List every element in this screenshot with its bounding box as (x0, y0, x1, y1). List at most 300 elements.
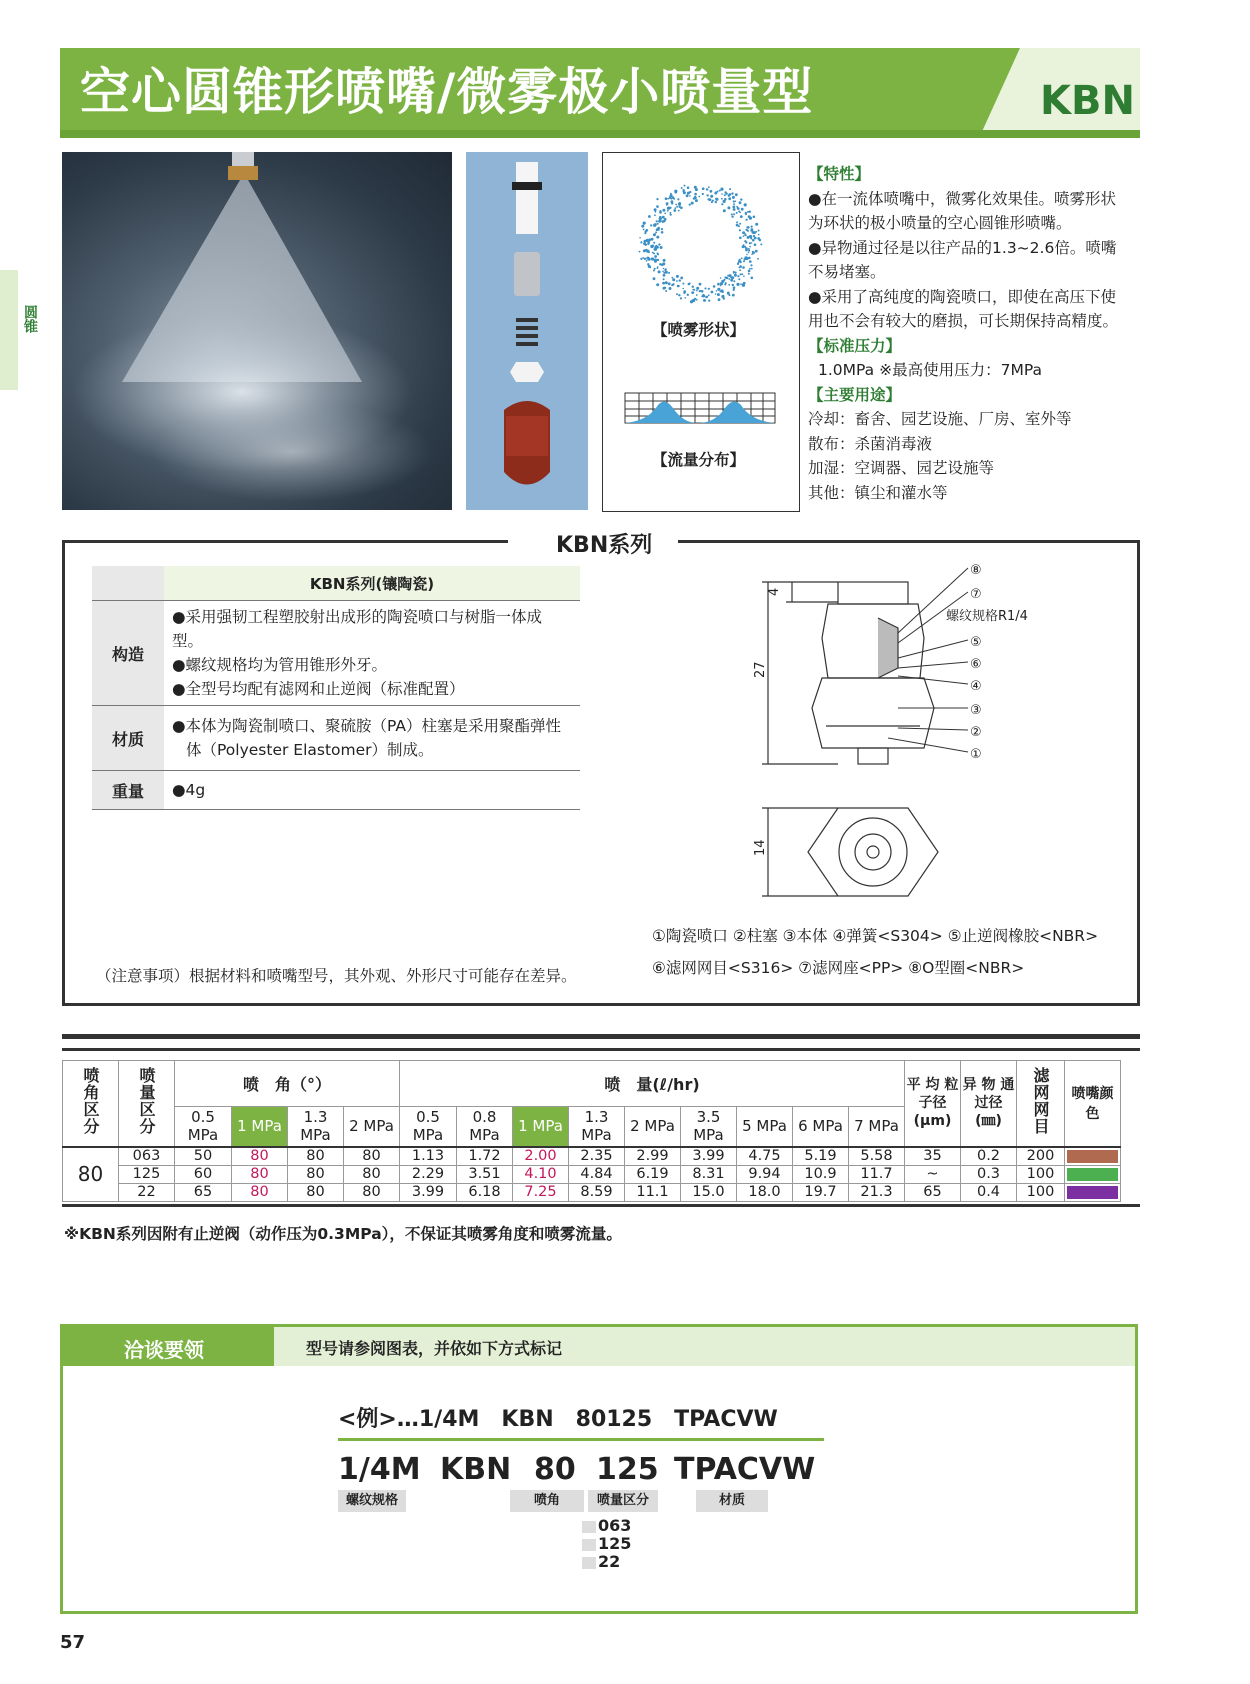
flow-cell: 9.94 (737, 1165, 793, 1183)
use-line: 其他：镇尘和灌水等 (808, 483, 948, 502)
spray-dot (712, 200, 714, 202)
code-angle: 80 (534, 1452, 576, 1487)
spray-dot (715, 293, 717, 295)
spray-dot (720, 188, 723, 191)
spray-dot (727, 206, 730, 209)
spray-dot (739, 237, 742, 240)
spray-dot (724, 284, 726, 286)
spray-dot (751, 226, 753, 228)
spray-dot (716, 290, 718, 292)
spray-dot (747, 230, 749, 232)
spray-dot (751, 253, 753, 255)
spray-dot (645, 230, 647, 232)
marker-5: ⑤ (970, 635, 982, 650)
spray-dot (649, 266, 651, 268)
pass-cell: 0.4 (961, 1183, 1017, 1201)
spray-dot (674, 207, 676, 209)
spray-dot (663, 220, 666, 223)
spray-dot (757, 258, 759, 260)
angle-cell: 80 (344, 1165, 400, 1183)
spray-dot (656, 198, 658, 200)
angle-cell: 80 (232, 1183, 288, 1201)
spray-dot (752, 251, 754, 253)
flow-cell: 1.72 (457, 1147, 513, 1166)
spray-dot (663, 272, 665, 274)
col-angle-group: 喷 角（°） (175, 1061, 400, 1107)
spray-dot (724, 276, 726, 278)
spray-dot (658, 270, 661, 273)
spray-dot (645, 249, 648, 252)
spray-dot (674, 190, 677, 193)
spray-dot (742, 284, 745, 287)
spray-dot (663, 263, 665, 265)
spray-dot (733, 208, 736, 211)
angle-pressure: 0.5 MPa (175, 1107, 232, 1147)
spec-weight: ●4g (164, 771, 580, 810)
spray-dot (751, 228, 753, 230)
spray-dot (748, 270, 751, 273)
spray-dot (740, 215, 743, 218)
spray-dot (732, 284, 734, 286)
pass-cell: 0.2 (961, 1147, 1017, 1166)
spray-dot (651, 257, 654, 260)
spray-dot (672, 278, 675, 281)
spray-dot (676, 293, 678, 295)
spray-dot (684, 185, 686, 187)
thread-spec-label: 螺纹规格R1/4 (946, 609, 1028, 624)
header-underline (60, 130, 1140, 138)
spray-dot (733, 213, 735, 215)
spec-structure (164, 601, 580, 706)
spray-dot (750, 264, 752, 266)
code-thread: 1/4M (338, 1452, 421, 1487)
exploded-parts-image (466, 152, 588, 510)
spray-dot (653, 224, 656, 227)
spray-dot (678, 294, 680, 296)
spray-dot (655, 245, 658, 248)
spray-dot (687, 186, 690, 189)
spray-dot (731, 213, 733, 215)
spray-dot (749, 268, 751, 270)
spray-dot (733, 200, 735, 202)
spray-dot (746, 226, 748, 228)
code-flow: 125 (596, 1452, 659, 1487)
spray-dot (723, 209, 726, 212)
spray-dot (678, 210, 680, 212)
flow-pressure: 6 MPa (793, 1107, 849, 1147)
spray-dot (650, 224, 652, 226)
spray-dot (752, 239, 755, 242)
spray-dot (717, 283, 720, 286)
spray-dot (728, 197, 731, 200)
spray-dot (733, 203, 735, 205)
pressure-value: 1.0MPa ※最高使用压力：7MPa (818, 361, 1042, 379)
spray-dot (689, 204, 691, 206)
col-mesh: 滤网网目 (1017, 1061, 1065, 1147)
flow-pressure: 1 MPa (513, 1107, 569, 1147)
spray-dot (707, 189, 709, 191)
spray-dot (724, 191, 726, 193)
spray-mist-image (62, 152, 452, 510)
spray-dot (749, 211, 751, 213)
spray-dot (655, 231, 657, 233)
spray-dot (731, 216, 733, 218)
angle-cell: 80 (288, 1183, 344, 1201)
spray-dot (733, 280, 735, 282)
spray-dot (660, 246, 663, 249)
col-flow-class: 喷量区分 (119, 1061, 175, 1147)
spray-dot (702, 187, 705, 190)
spray-dot (759, 239, 762, 242)
flow-cell: 7.25 (513, 1183, 569, 1201)
marker-3: ③ (970, 703, 982, 718)
angle-cell: 65 (175, 1183, 232, 1201)
spray-dot (743, 260, 745, 262)
spray-dot (659, 217, 662, 220)
spray-dot (639, 251, 641, 253)
marker-4: ④ (970, 679, 982, 694)
marker-1: ① (970, 747, 982, 762)
spray-dot (723, 297, 725, 299)
spray-dot (729, 188, 731, 190)
flow-cell: 4.75 (737, 1147, 793, 1166)
spray-dot (670, 193, 672, 195)
angle-cell: 80 (288, 1165, 344, 1183)
spray-dot (727, 292, 730, 295)
spray-dot (653, 242, 655, 244)
spray-dot (705, 296, 708, 299)
marker-6: ⑥ (970, 657, 982, 672)
feature-line: 为环状的极小喷量的空心圆锥形喷嘴。 (808, 214, 1072, 232)
spray-dot (708, 186, 710, 188)
table-footnote: ※KBN系列因附有止逆阀（动作压为0.3MPa），不保证其喷雾角度和喷雾流量。 (64, 1225, 622, 1243)
spray-dot (715, 198, 718, 201)
flow-pressure: 2 MPa (625, 1107, 681, 1147)
spec-label-structure: 构造 (92, 601, 164, 706)
spray-dot (736, 224, 739, 227)
spray-dot (673, 209, 676, 212)
flow-cell: 1.13 (400, 1147, 457, 1166)
performance-table (62, 1060, 1121, 1202)
spray-dot (710, 190, 713, 193)
spray-dot (721, 193, 723, 195)
col-particle: 平 均 粒子径 (μm) (905, 1061, 961, 1147)
spray-dot (693, 289, 695, 291)
spray-dot (643, 229, 645, 231)
spray-dot (645, 240, 647, 242)
spray-dot (743, 235, 745, 237)
spec-line: ●螺纹规格均为管用锥形外牙。 (172, 656, 388, 674)
flow-cell: 6.18 (457, 1183, 513, 1201)
spray-dot (751, 277, 754, 280)
spray-dot (670, 214, 672, 216)
spray-dot (657, 227, 660, 230)
color-swatch (1065, 1147, 1121, 1166)
spray-dot (643, 222, 646, 225)
spray-dot (711, 291, 714, 294)
particle-cell: 35 (905, 1147, 961, 1166)
spray-dot (682, 283, 684, 285)
spray-dot (718, 298, 721, 301)
series-title: KBN系列 (556, 533, 653, 558)
spray-dot (739, 269, 741, 271)
mesh-cell: 100 (1017, 1165, 1065, 1183)
spray-dot (749, 260, 752, 263)
spray-dot (722, 295, 724, 297)
flow-distribution-label: 【流量分布】 (652, 451, 746, 469)
angle-pressure: 2 MPa (344, 1107, 400, 1147)
marker-8: ⑧ (970, 563, 982, 578)
spray-dot (691, 300, 693, 302)
spray-dot (732, 206, 735, 209)
dim-hex: 14 (753, 839, 768, 856)
spray-dot (695, 199, 698, 202)
spray-dot (738, 267, 740, 269)
flow-cell: 18.0 (737, 1183, 793, 1201)
flow-cell: 2.29 (400, 1165, 457, 1183)
spray-dot (654, 268, 656, 270)
flow-cell: 19.7 (793, 1183, 849, 1201)
spray-dot (731, 192, 733, 194)
spray-dot (685, 297, 687, 299)
spray-dot (640, 258, 642, 260)
spec-line: ●采用强韧工程塑胶射出成形的陶瓷喷口与树脂一体成型。 (172, 608, 543, 650)
spray-dot (669, 287, 672, 290)
spray-dot (744, 258, 746, 260)
angle-cell: 50 (175, 1147, 232, 1166)
spray-dot (641, 225, 644, 228)
features-title: 【特性】 (808, 165, 871, 183)
spray-dot (676, 280, 678, 282)
order-example-rule (338, 1438, 824, 1441)
spray-dot (749, 242, 751, 244)
spray-dot (654, 233, 656, 235)
angle-pressure: 1.3 MPa (288, 1107, 344, 1147)
spray-dot (706, 194, 708, 196)
order-example: <例>…1/4M KBN 80125 TPACVW (338, 1407, 778, 1432)
col-flow-group: 喷 量(ℓ/hr) (400, 1061, 905, 1107)
spray-dot (653, 277, 656, 280)
spec-label-weight: 重量 (92, 771, 164, 810)
flow-pressure: 0.8 MPa (457, 1107, 513, 1147)
flow-cell: 15.0 (681, 1183, 737, 1201)
flow-class-cell: 125 (119, 1165, 175, 1183)
spray-dot (658, 220, 661, 223)
spray-dot (688, 283, 691, 286)
spray-dot (696, 290, 698, 292)
spray-dot (665, 281, 668, 284)
col-pass: 异 物 通过径 (㎜) (961, 1061, 1017, 1147)
flow-cell: 3.99 (400, 1183, 457, 1201)
spray-dot (745, 241, 747, 243)
particle-cell: ~ (905, 1165, 961, 1183)
spray-dot (654, 259, 657, 262)
technical-drawing (748, 558, 1068, 908)
angle-cell: 80 (344, 1183, 400, 1201)
spray-dot (708, 288, 710, 290)
spray-dot (732, 196, 735, 199)
pressure-title: 【标准压力】 (808, 336, 902, 355)
spray-dot (739, 223, 741, 225)
code-series: KBN (440, 1452, 512, 1487)
spray-dot (676, 206, 678, 208)
angle-pressure: 1 MPa (232, 1107, 288, 1147)
spray-dot (740, 198, 742, 200)
spec-label-material: 材质 (92, 706, 164, 771)
spray-dot (645, 244, 647, 246)
spray-dot (663, 268, 665, 270)
spray-dot (733, 286, 736, 289)
table-row (63, 1147, 1121, 1166)
flow-cell: 5.58 (849, 1147, 905, 1166)
page-number: 57 (60, 1632, 86, 1653)
flow-option: 22 (582, 1552, 620, 1571)
spray-dot (719, 190, 721, 192)
spray-dot (707, 198, 709, 200)
spray-dot (670, 198, 672, 200)
spray-dot (662, 216, 665, 219)
flow-class-cell: 22 (119, 1183, 175, 1201)
spray-dot (683, 191, 686, 194)
spray-dot (654, 255, 657, 258)
spray-dot (681, 187, 683, 189)
page-title: 空心圆锥形喷嘴/微雾极小喷量型 (80, 63, 814, 121)
spray-dot (728, 194, 731, 197)
spray-dot (665, 290, 667, 292)
spray-dot (735, 201, 737, 203)
flow-cell: 3.99 (681, 1147, 737, 1166)
table-rule (62, 1034, 1140, 1039)
use-line: 加湿：空调器、园艺设施等 (808, 459, 995, 477)
parts-line: ⑥滤网网目<S316> ⑦滤网座<PP> ⑧O型圈<NBR> (652, 959, 1025, 977)
spray-dot (646, 260, 648, 262)
spray-dot (680, 297, 682, 299)
spray-dot (703, 299, 706, 302)
spray-dot (710, 195, 713, 198)
flow-cell: 10.9 (793, 1165, 849, 1183)
spray-dot (656, 220, 658, 222)
parts-line: ①陶瓷喷口 ②柱塞 ③本体 ④弹簧<S304> ⑤止逆阀橡胶<NBR> (652, 927, 1099, 945)
spray-dot (748, 252, 750, 254)
spray-dot (663, 259, 666, 262)
spray-dot (741, 208, 744, 211)
table-rule (62, 1048, 1140, 1051)
spec-material (164, 706, 580, 771)
spray-dot (745, 234, 747, 236)
angle-cell: 80 (232, 1147, 288, 1166)
spray-dot (646, 257, 649, 260)
angle-cell: 80 (232, 1165, 288, 1183)
spray-dot (663, 274, 666, 277)
spray-dot (692, 286, 694, 288)
marker-2: ② (970, 725, 982, 740)
spray-dot (734, 274, 737, 277)
spray-dot (739, 201, 742, 204)
code-material: TPACVW (674, 1452, 816, 1487)
spray-dot (661, 228, 663, 230)
spray-dot (708, 300, 710, 302)
feature-line: 不易堵塞。 (808, 263, 886, 281)
spray-dot (735, 193, 738, 196)
mesh-cell: 100 (1017, 1183, 1065, 1201)
table-rule (62, 1204, 1140, 1207)
spray-dot (732, 294, 735, 297)
spray-dot (742, 266, 745, 269)
spray-photo (62, 152, 452, 510)
angle-class-value: 80 (63, 1147, 119, 1202)
spray-dot (741, 257, 743, 259)
spray-dot (754, 243, 757, 246)
spray-dot (736, 283, 739, 286)
spray-dot (671, 202, 673, 204)
spray-dot (724, 194, 726, 196)
spray-dot (657, 223, 659, 225)
spray-dot (717, 288, 720, 291)
spray-dot (745, 213, 747, 215)
flow-cell: 21.3 (849, 1183, 905, 1201)
flow-cell: 11.1 (625, 1183, 681, 1201)
spray-dot (686, 194, 689, 197)
spray-dot (755, 250, 758, 253)
feature-line: ●采用了高纯度的陶瓷喷口，即使在高压下使 (808, 287, 1117, 306)
spray-dot (739, 229, 741, 231)
spray-dot (662, 282, 665, 285)
spray-dot (652, 252, 654, 254)
spray-dot (656, 283, 659, 286)
dim-height: 27 (753, 661, 768, 678)
spray-dot (746, 254, 748, 256)
spray-dot (720, 290, 722, 292)
spray-dot (702, 295, 705, 298)
spray-dot (708, 294, 710, 296)
spray-dot (733, 289, 735, 291)
spray-dot (661, 231, 664, 234)
spray-dot (755, 223, 758, 226)
order-tab-label: 洽谈要领 (124, 1338, 204, 1362)
feature-line: ●在一流体喷嘴中，微雾化效果佳。喷雾形状 (808, 189, 1117, 208)
spray-dot (668, 272, 670, 274)
spray-dot (739, 259, 741, 261)
feature-line: 用也不会有较大的磨损，可长期保持高精度。 (808, 312, 1119, 330)
spray-dot (745, 247, 747, 249)
spray-dot (664, 269, 666, 271)
mesh-cell: 200 (1017, 1147, 1065, 1166)
spray-dot (665, 197, 668, 200)
spray-dot (753, 216, 756, 219)
order-description: 型号请参阅图表，并依如下方式标记 (306, 1339, 563, 1358)
spray-dot (702, 193, 704, 195)
side-tab-label: 圆锥 (22, 305, 38, 333)
spray-dot (653, 270, 655, 272)
spray-dot (677, 198, 679, 200)
spray-dot (701, 290, 704, 293)
spray-dot (652, 245, 655, 248)
spray-dot (654, 208, 657, 211)
use-line: 冷却：畜舍、园艺设施、厂房、室外等 (808, 410, 1072, 428)
spray-dot (728, 284, 730, 286)
use-line: 散布：杀菌消毒液 (808, 434, 933, 453)
feature-line: ●异物通过径是以往产品的1.3~2.6倍。喷嘴 (808, 238, 1117, 257)
spray-dot (695, 188, 698, 191)
spray-dot (657, 266, 659, 268)
spray-dot (720, 277, 722, 279)
spray-dot (758, 234, 760, 236)
flow-cell: 8.31 (681, 1165, 737, 1183)
spray-dot (753, 231, 756, 234)
spray-dot (663, 278, 665, 280)
flow-cell: 2.35 (569, 1147, 625, 1166)
spray-dot (642, 257, 644, 259)
